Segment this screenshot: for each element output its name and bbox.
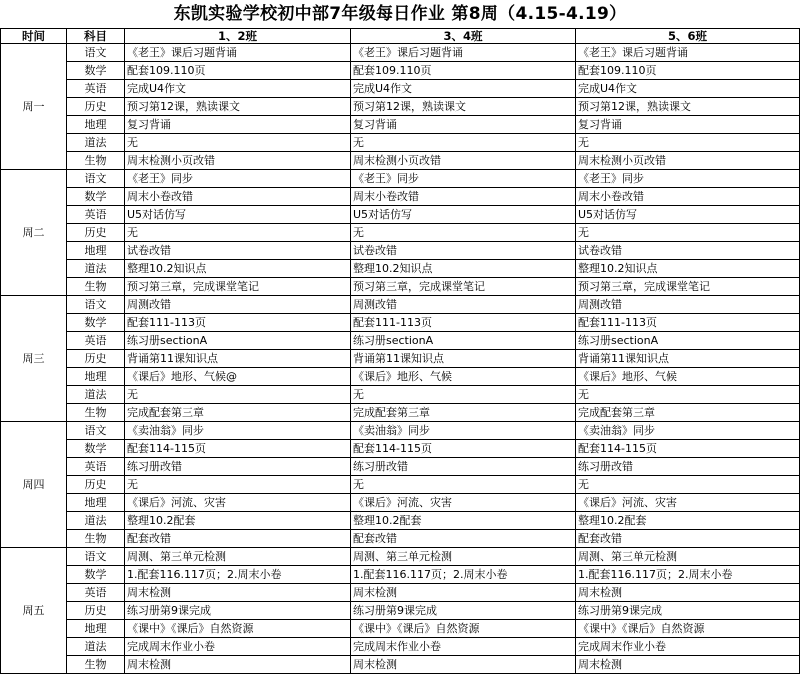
table-row <box>1 638 800 656</box>
task-cell-class-5-6: 配套111-113页 <box>576 314 800 332</box>
subject-cell: 数学 <box>67 440 125 458</box>
task-cell-class-5-6: 预习第12课，熟读课文 <box>576 98 800 116</box>
task-cell-class-3-4: 无 <box>351 224 576 242</box>
task-cell-class-1-2: 配套改错 <box>125 530 351 548</box>
task-cell-class-3-4: U5对话仿写 <box>351 206 576 224</box>
header-class-5-6: 5、6班 <box>576 29 800 44</box>
subject-cell: 英语 <box>67 584 125 602</box>
task-cell-class-1-2: 无 <box>125 476 351 494</box>
task-cell-class-3-4: 配套109.110页 <box>351 62 576 80</box>
task-cell-class-5-6: 《卖油翁》同步 <box>576 422 800 440</box>
task-cell-class-5-6: 完成配套第三章 <box>576 404 800 422</box>
subject-cell: 英语 <box>67 80 125 98</box>
task-cell-class-3-4: 完成周末作业小卷 <box>351 638 576 656</box>
subject-cell: 数学 <box>67 188 125 206</box>
task-cell-class-3-4: 《课后》河流、灾害 <box>351 494 576 512</box>
task-cell-class-1-2: 配套114-115页 <box>125 440 351 458</box>
task-cell-class-5-6: 练习册sectionA <box>576 332 800 350</box>
table-row <box>1 62 800 80</box>
task-cell-class-5-6: 复习背诵 <box>576 116 800 134</box>
task-cell-class-1-2: 《课后》地形、气候@ <box>125 368 351 386</box>
task-cell-class-1-2: 周末小卷改错 <box>125 188 351 206</box>
task-cell-class-1-2: 《课后》河流、灾害 <box>125 494 351 512</box>
task-cell-class-1-2: 练习册改错 <box>125 458 351 476</box>
header-class-1-2: 1、2班 <box>125 29 351 44</box>
subject-cell: 生物 <box>67 404 125 422</box>
subject-cell: 数学 <box>67 566 125 584</box>
table-row <box>1 494 800 512</box>
subject-cell: 英语 <box>67 206 125 224</box>
task-cell-class-3-4: 周末检测 <box>351 656 576 674</box>
task-cell-class-5-6: 完成U4作文 <box>576 80 800 98</box>
page-title: 东凯实验学校初中部7年级每日作业 第8周（4.15-4.19） <box>173 4 627 24</box>
table-row <box>1 386 800 404</box>
task-cell-class-1-2: 1.配套116.117页；2.周末小卷 <box>125 566 351 584</box>
task-cell-class-5-6: 周末检测小页改错 <box>576 152 800 170</box>
task-cell-class-5-6: 周末检测 <box>576 584 800 602</box>
table-row <box>1 656 800 674</box>
table-row <box>1 314 800 332</box>
subject-cell: 语文 <box>67 296 125 314</box>
task-cell-class-3-4: 预习第12课，熟读课文 <box>351 98 576 116</box>
table-row <box>1 170 800 188</box>
subject-cell: 数学 <box>67 62 125 80</box>
task-cell-class-1-2: U5对话仿写 <box>125 206 351 224</box>
subject-cell: 历史 <box>67 476 125 494</box>
day-label: 周一 <box>1 44 67 170</box>
task-cell-class-5-6: 无 <box>576 134 800 152</box>
table-row <box>1 404 800 422</box>
task-cell-class-3-4: 《老王》同步 <box>351 170 576 188</box>
subject-cell: 语文 <box>67 44 125 62</box>
task-cell-class-3-4: 背诵第11课知识点 <box>351 350 576 368</box>
task-cell-class-1-2: 《卖油翁》同步 <box>125 422 351 440</box>
task-cell-class-3-4: 练习册改错 <box>351 458 576 476</box>
subject-cell: 地理 <box>67 620 125 638</box>
task-cell-class-3-4: 配套111-113页 <box>351 314 576 332</box>
day-label: 周二 <box>1 170 67 296</box>
task-cell-class-3-4: 配套改错 <box>351 530 576 548</box>
table-row <box>1 152 800 170</box>
task-cell-class-3-4: 周测、第三单元检测 <box>351 548 576 566</box>
task-cell-class-5-6: 《课后》地形、气候 <box>576 368 800 386</box>
table-row <box>1 368 800 386</box>
subject-cell: 生物 <box>67 656 125 674</box>
task-cell-class-5-6: 配套114-115页 <box>576 440 800 458</box>
subject-cell: 道法 <box>67 512 125 530</box>
task-cell-class-3-4: 试卷改错 <box>351 242 576 260</box>
task-cell-class-5-6: 整理10.2配套 <box>576 512 800 530</box>
subject-cell: 地理 <box>67 368 125 386</box>
task-cell-class-1-2: 周末检测小页改错 <box>125 152 351 170</box>
task-cell-class-1-2: 复习背诵 <box>125 116 351 134</box>
header-time: 时间 <box>1 29 67 44</box>
table-row <box>1 260 800 278</box>
task-cell-class-3-4: 无 <box>351 476 576 494</box>
task-cell-class-3-4: 预习第三章，完成课堂笔记 <box>351 278 576 296</box>
table-row <box>1 116 800 134</box>
task-cell-class-3-4: 无 <box>351 134 576 152</box>
task-cell-class-1-2: 《课中》《课后》自然资源 <box>125 620 351 638</box>
table-row <box>1 476 800 494</box>
task-cell-class-5-6: 无 <box>576 476 800 494</box>
table-row <box>1 422 800 440</box>
day-label: 周五 <box>1 548 67 674</box>
task-cell-class-5-6: 周测、第三单元检测 <box>576 548 800 566</box>
task-cell-class-1-2: 周末检测 <box>125 584 351 602</box>
task-cell-class-1-2: 周测改错 <box>125 296 351 314</box>
task-cell-class-3-4: 无 <box>351 386 576 404</box>
subject-cell: 生物 <box>67 152 125 170</box>
task-cell-class-5-6: 《老王》同步 <box>576 170 800 188</box>
task-cell-class-3-4: 1.配套116.117页；2.周末小卷 <box>351 566 576 584</box>
header-class-3-4: 3、4班 <box>351 29 576 44</box>
task-cell-class-1-2: 《老王》同步 <box>125 170 351 188</box>
task-cell-class-5-6: 试卷改错 <box>576 242 800 260</box>
task-cell-class-1-2: 预习第三章，完成课堂笔记 <box>125 278 351 296</box>
table-row <box>1 98 800 116</box>
table-row <box>1 566 800 584</box>
task-cell-class-1-2: 完成配套第三章 <box>125 404 351 422</box>
subject-cell: 历史 <box>67 602 125 620</box>
task-cell-class-3-4: 练习册sectionA <box>351 332 576 350</box>
task-cell-class-5-6: 1.配套116.117页；2.周末小卷 <box>576 566 800 584</box>
table-row <box>1 242 800 260</box>
table-row <box>1 548 800 566</box>
task-cell-class-3-4: 《老王》课后习题背诵 <box>351 44 576 62</box>
task-cell-class-3-4: 周末小卷改错 <box>351 188 576 206</box>
table-row <box>1 620 800 638</box>
header-subject: 科目 <box>67 29 125 44</box>
task-cell-class-1-2: 无 <box>125 224 351 242</box>
task-cell-class-1-2: 试卷改错 <box>125 242 351 260</box>
task-cell-class-5-6: 预习第三章，完成课堂笔记 <box>576 278 800 296</box>
subject-cell: 历史 <box>67 224 125 242</box>
day-label: 周四 <box>1 422 67 548</box>
task-cell-class-5-6: 周测改错 <box>576 296 800 314</box>
table-row <box>1 134 800 152</box>
header-row <box>1 29 800 44</box>
task-cell-class-5-6: 《课中》《课后》自然资源 <box>576 620 800 638</box>
table-row <box>1 440 800 458</box>
table-row <box>1 296 800 314</box>
subject-cell: 语文 <box>67 170 125 188</box>
task-cell-class-5-6: 练习册改错 <box>576 458 800 476</box>
subject-cell: 道法 <box>67 134 125 152</box>
task-cell-class-5-6: U5对话仿写 <box>576 206 800 224</box>
task-cell-class-1-2: 周测、第三单元检测 <box>125 548 351 566</box>
task-cell-class-3-4: 完成配套第三章 <box>351 404 576 422</box>
task-cell-class-3-4: 《课后》地形、气候 <box>351 368 576 386</box>
task-cell-class-3-4: 练习册第9课完成 <box>351 602 576 620</box>
task-cell-class-1-2: 《老王》课后习题背诵 <box>125 44 351 62</box>
homework-table <box>0 28 800 674</box>
subject-cell: 生物 <box>67 530 125 548</box>
task-cell-class-3-4: 《卖油翁》同步 <box>351 422 576 440</box>
day-label: 周三 <box>1 296 67 422</box>
task-cell-class-3-4: 周末检测小页改错 <box>351 152 576 170</box>
table-row <box>1 80 800 98</box>
task-cell-class-3-4: 整理10.2知识点 <box>351 260 576 278</box>
subject-cell: 地理 <box>67 494 125 512</box>
table-row <box>1 44 800 62</box>
table-row <box>1 530 800 548</box>
task-cell-class-1-2: 练习册sectionA <box>125 332 351 350</box>
subject-cell: 生物 <box>67 278 125 296</box>
subject-cell: 英语 <box>67 332 125 350</box>
subject-cell: 道法 <box>67 638 125 656</box>
table-row <box>1 584 800 602</box>
subject-cell: 语文 <box>67 548 125 566</box>
task-cell-class-5-6: 配套改错 <box>576 530 800 548</box>
task-cell-class-3-4: 完成U4作文 <box>351 80 576 98</box>
task-cell-class-3-4: 整理10.2配套 <box>351 512 576 530</box>
subject-cell: 地理 <box>67 242 125 260</box>
task-cell-class-5-6: 练习册第9课完成 <box>576 602 800 620</box>
subject-cell: 地理 <box>67 116 125 134</box>
subject-cell: 道法 <box>67 260 125 278</box>
task-cell-class-1-2: 预习第12课，熟读课文 <box>125 98 351 116</box>
subject-cell: 数学 <box>67 314 125 332</box>
subject-cell: 道法 <box>67 386 125 404</box>
task-cell-class-1-2: 练习册第9课完成 <box>125 602 351 620</box>
task-cell-class-5-6: 完成周末作业小卷 <box>576 638 800 656</box>
task-cell-class-1-2: 背诵第11课知识点 <box>125 350 351 368</box>
task-cell-class-1-2: 整理10.2配套 <box>125 512 351 530</box>
table-row <box>1 350 800 368</box>
table-row <box>1 224 800 242</box>
task-cell-class-3-4: 复习背诵 <box>351 116 576 134</box>
subject-cell: 历史 <box>67 350 125 368</box>
task-cell-class-3-4: 《课中》《课后》自然资源 <box>351 620 576 638</box>
task-cell-class-1-2: 完成U4作文 <box>125 80 351 98</box>
task-cell-class-5-6: 《课后》河流、灾害 <box>576 494 800 512</box>
task-cell-class-1-2: 完成周末作业小卷 <box>125 638 351 656</box>
subject-cell: 英语 <box>67 458 125 476</box>
task-cell-class-5-6: 配套109.110页 <box>576 62 800 80</box>
table-row <box>1 602 800 620</box>
task-cell-class-5-6: 周末小卷改错 <box>576 188 800 206</box>
table-row <box>1 206 800 224</box>
task-cell-class-1-2: 整理10.2知识点 <box>125 260 351 278</box>
task-cell-class-3-4: 周末检测 <box>351 584 576 602</box>
subject-cell: 历史 <box>67 98 125 116</box>
task-cell-class-1-2: 配套109.110页 <box>125 62 351 80</box>
task-cell-class-5-6: 背诵第11课知识点 <box>576 350 800 368</box>
task-cell-class-5-6: 《老王》课后习题背诵 <box>576 44 800 62</box>
task-cell-class-5-6: 周末检测 <box>576 656 800 674</box>
task-cell-class-5-6: 无 <box>576 386 800 404</box>
table-row <box>1 332 800 350</box>
table-row <box>1 278 800 296</box>
task-cell-class-5-6: 无 <box>576 224 800 242</box>
task-cell-class-1-2: 无 <box>125 386 351 404</box>
subject-cell: 语文 <box>67 422 125 440</box>
task-cell-class-5-6: 整理10.2知识点 <box>576 260 800 278</box>
homework-body <box>1 44 800 674</box>
table-row <box>1 188 800 206</box>
task-cell-class-3-4: 配套114-115页 <box>351 440 576 458</box>
task-cell-class-1-2: 无 <box>125 134 351 152</box>
table-row <box>1 458 800 476</box>
task-cell-class-3-4: 周测改错 <box>351 296 576 314</box>
table-row <box>1 512 800 530</box>
task-cell-class-1-2: 周末检测 <box>125 656 351 674</box>
task-cell-class-1-2: 配套111-113页 <box>125 314 351 332</box>
